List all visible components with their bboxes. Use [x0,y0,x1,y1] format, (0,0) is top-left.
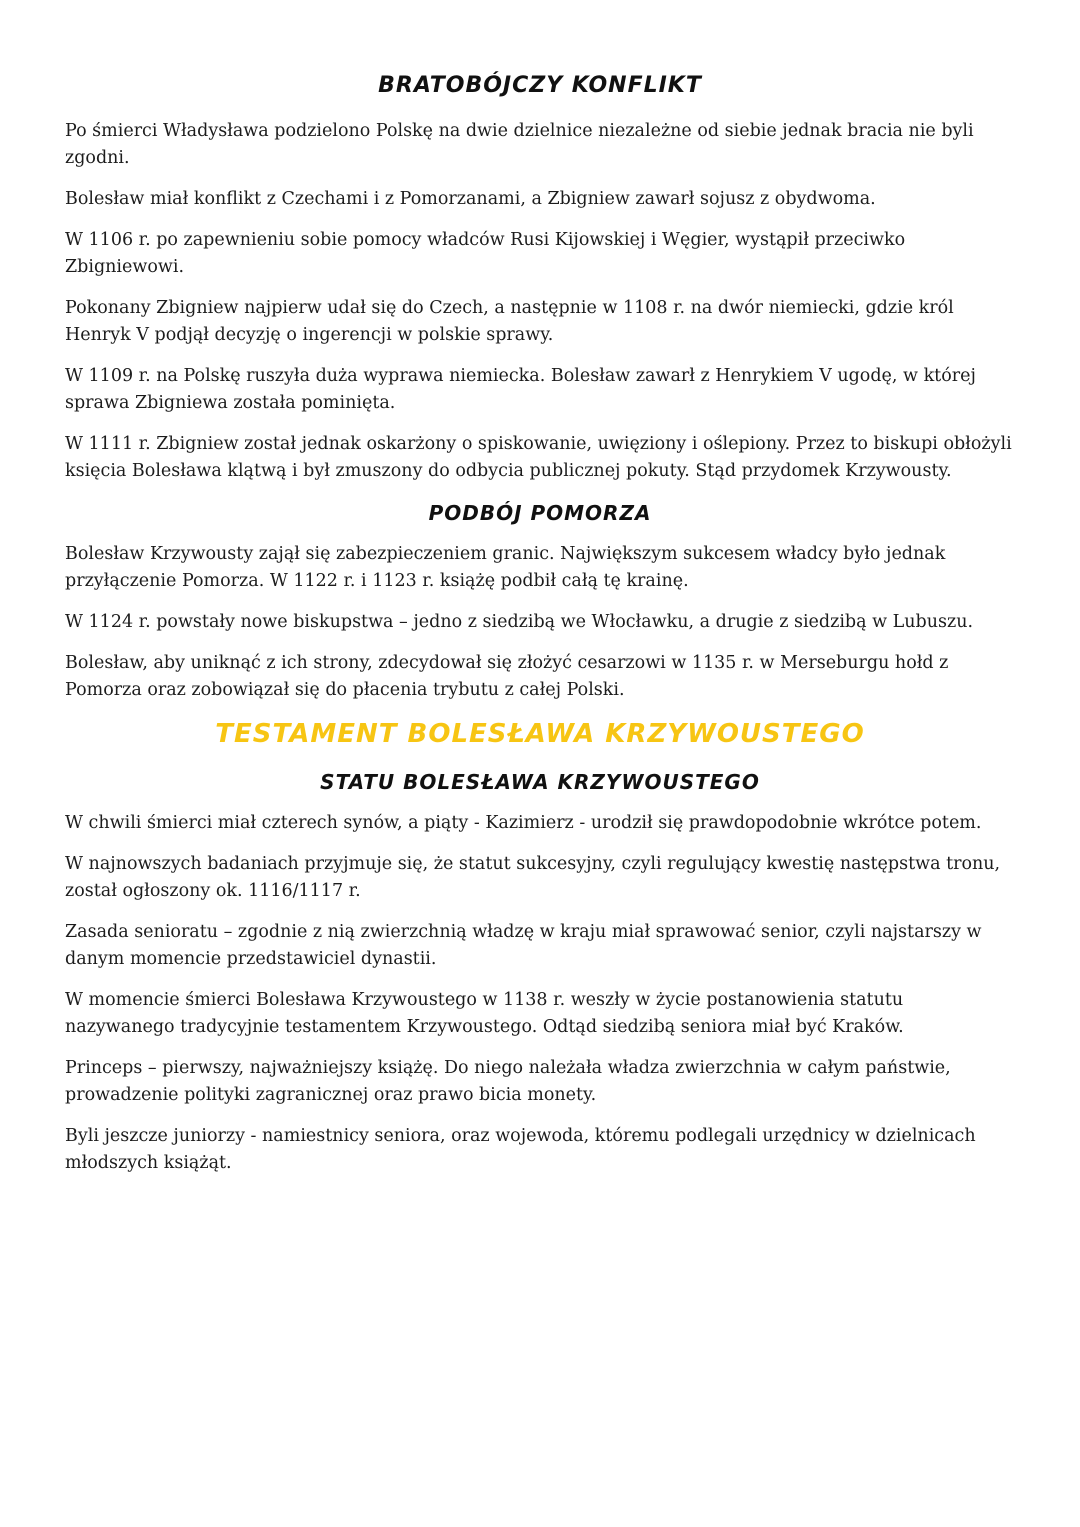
paragraph: Zasada senioratu – zgodnie z nią zwierzchnią władzę w kraju miał sprawować senior, czyli najstarszy w danym momencie przedstawiciel dynastii. [65,922,982,969]
section-heading-conquest-of-pomerania: PODBÓJ POMORZA [428,501,652,525]
section-heading-statute: STATU BOLESŁAWA KRZYWOUSTEGO [320,770,760,794]
section-heading-testament: TESTAMENT BOLESŁAWA KRZYWOUSTEGO [215,719,865,749]
paragraph: W 1106 r. po zapewnieniu sobie pomocy władców Rusi Kijowskiej i Węgier, wystąpił przeciwko Zbigniewowi. [65,230,906,277]
paragraph: W momencie śmierci Bolesława Krzywoustego w 1138 r. weszły w życie postanowienia statutu nazywanego tradycyjnie testamentem Krzywoustego. Odtąd siedzibą seniora miał być Kraków. [65,990,904,1037]
paragraph: Bolesław, aby uniknąć z ich strony, zdecydował się złożyć cesarzowi w 1135 r. w Merseburgu hołd z Pomorza oraz zobowiązał się do płacenia trybutu z całej Polski. [65,653,949,700]
paragraph: W chwili śmierci miał czterech synów, a piąty - Kazimierz - urodził się prawdopodobnie wkrótce potem. [65,813,982,833]
paragraph: W 1124 r. powstały nowe biskupstwa – jedno z siedzibą we Włocławku, a drugie z siedzibą w Lubuszu. [65,612,974,632]
document-content [65,66,1015,1191]
section-heading-fratricidal-conflict: BRATOBÓJCZY KONFLIKT [378,73,702,98]
paragraph: W 1111 r. Zbigniew został jednak oskarżony o spiskowanie, uwięziony i oślepiony. Przez to biskupi obłożyli księcia Bolesława klątwą i był zmuszony do odbycia publicznej pokuty. Stąd przydomek Krzywousty. [65,434,1012,481]
paragraph: Bolesław Krzywousty zajął się zabezpieczeniem granic. Największym sukcesem władcy było jednak przyłączenie Pomorza. W 1122 r. i 1123 r. książę podbił całą tę krainę. [65,544,946,591]
paragraph: Princeps – pierwszy, najważniejszy książę. Do niego należała władza zwierzchnia w całym państwie, prowadzenie polityki zagranicznej oraz prawo bicia monety. [65,1058,951,1105]
paragraph: W 1109 r. na Polskę ruszyła duża wyprawa niemiecka. Bolesław zawarł z Henrykiem V ugodę, w której sprawa Zbigniewa została pominięta. [65,366,976,413]
paragraph: Po śmierci Władysława podzielono Polskę na dwie dzielnice niezależne od siebie jednak bracia nie byli zgodni. [65,121,974,168]
paragraph: W najnowszych badaniach przyjmuje się, że statut sukcesyjny, czyli regulujący kwestię następstwa tronu, został ogłoszony ok. 1116/1117 r. [65,854,1001,901]
paragraph: Bolesław miał konflikt z Czechami i z Pomorzanami, a Zbigniew zawarł sojusz z obydwoma. [65,189,876,209]
paragraph: Byli jeszcze juniorzy - namiestnicy seniora, oraz wojewoda, któremu podlegali urzędnicy w dzielnicach młodszych książąt. [65,1126,976,1173]
paragraph: Pokonany Zbigniew najpierw udał się do Czech, a następnie w 1108 r. na dwór niemiecki, gdzie król Henryk V podjął decyzję o ingerencji w polskie sprawy. [65,298,954,345]
